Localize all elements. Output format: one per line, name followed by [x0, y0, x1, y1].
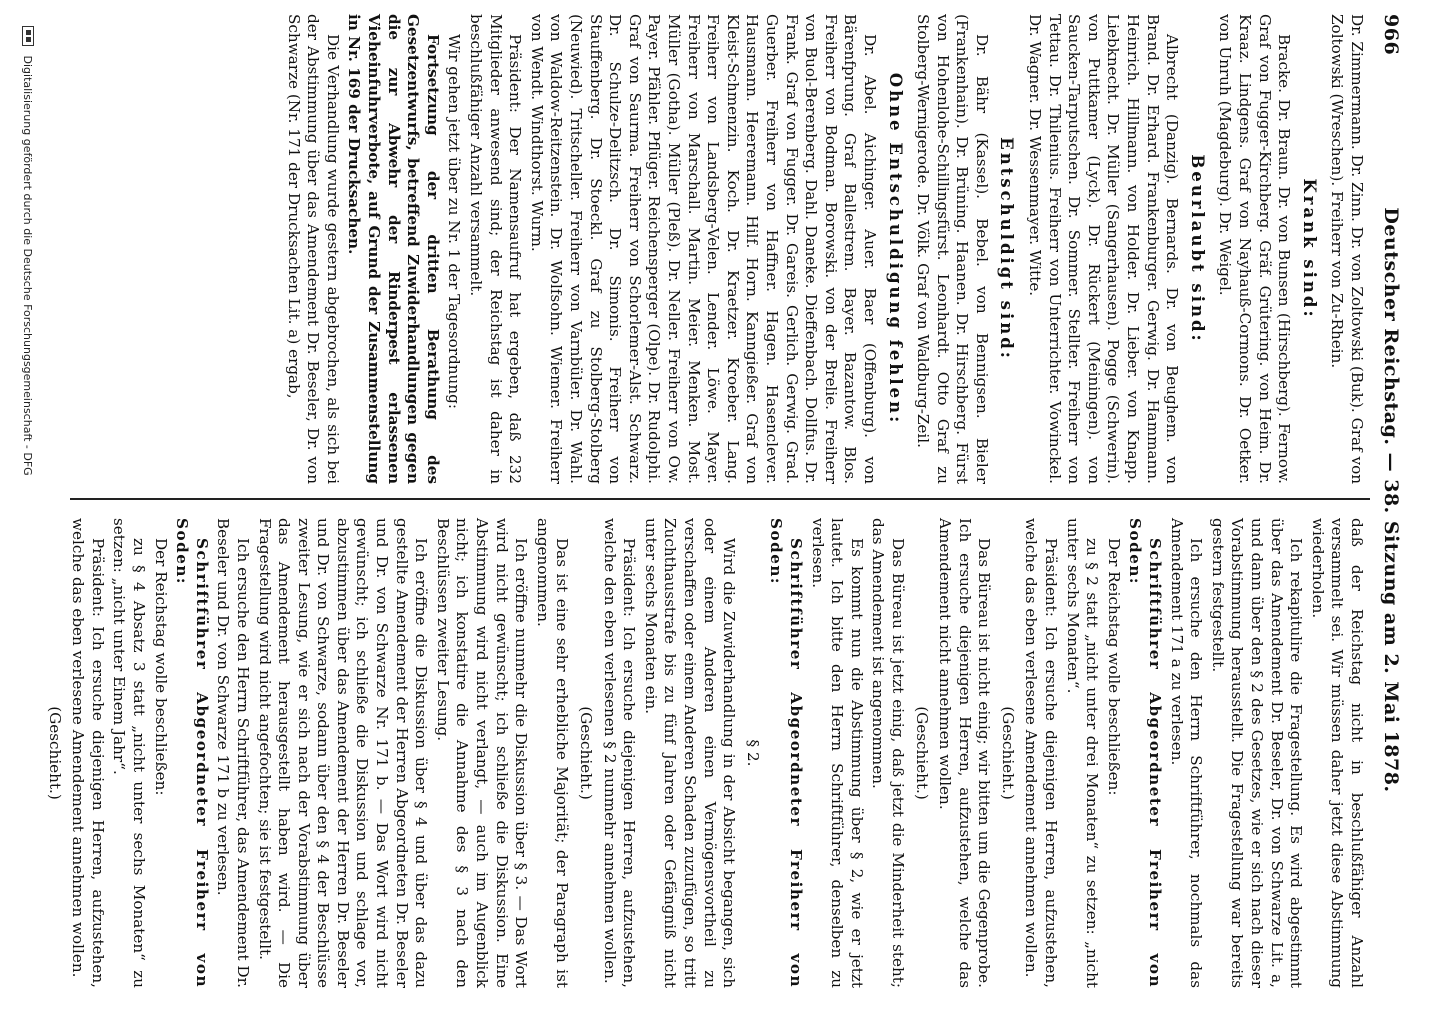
column-divider	[70, 498, 1370, 500]
schriftfuehrer-text-3: Der Reichstag wolle beschließen:	[151, 538, 170, 796]
right-p1: daß der Reichstag nicht in beschlußfähiger Anzahl versammelt sei. Wir müssen daher jetzt diese Abstimmung wiederholen.	[1308, 518, 1366, 988]
schriftfuehrer-speaker-3: Schriftführer Abgeordneter Freiherr von Soden:	[173, 518, 211, 988]
praesident-statement-4: Präsident: Ich ersuche diejenigen Herren, aufzustehen, welche das eben verlesene Amendement annehmen wollen.	[69, 518, 107, 988]
geschieht-1: (Geschieht.)	[998, 706, 1017, 800]
geschieht-4: (Geschieht.)	[45, 706, 64, 800]
dfg-logo-icon	[22, 26, 34, 46]
right-p9: Ich eröffne die Diskussion über § 4 und über das dazu gestellte Amendement der Herren Abgeordneten Dr. Beseler und Dr. von Schwarze Nr. 171 b. — Das Wort wird nicht gewünscht; ich schließe die Diskussion und schlage vor, abzustimmen über das Amendement der Herren Dr. Beseler und Dr. von Schwarze, sodann über den § 4 der Beschlüsse zweiter Lesung, wie er sich nach der Vorabstimmung über das Amendement herausgestellt haben wird. — Die Fragestellung wird nicht angefochten; sie ist festgestellt.	[255, 518, 431, 988]
schriftfuehrer-text-1: Der Reichstag wolle beschließen:	[1104, 538, 1123, 796]
geschieht-3: (Geschieht.)	[577, 706, 596, 800]
left-column	[76, 14, 1366, 484]
krank-list: Bracke. Dr. Braun. Dr. von Bunsen (Hirschberg). Fernow. Graf von Fugger-Kirchberg. Gräf. Grütering. von Heim. Dr. Kraaz. Lindgens. Graf von Nayhauß-Cormons. Dr. Oetker. von Unruh (Magdeburg). Dr. Weigel.	[1216, 14, 1294, 484]
tagesordnung-uebergang: Wir gehen jetzt über zu Nr. 1 der Tagesordnung:	[445, 34, 464, 409]
geschieht-2: (Geschieht.)	[912, 706, 931, 800]
paragraph-text: Wird die Zuwiderhandlung in der Absicht begangen, sich oder einem Anderen einen Vermögensvortheil zu verschaffen oder einem Anderen Schaden zuzufügen, so tritt Zuchthausstrafe bis zu fünf Jahren oder Gefängniß nicht unter sechs Monaten ein.	[641, 518, 739, 988]
digitization-credit: Digitalisierung gefördert durch die Deutsche Forschungsgemeinschaft - DFG	[21, 55, 34, 476]
ohne-entschuldigung-heading: Ohne Entschuldigung fehlen:	[885, 72, 905, 426]
rotated-document-page	[14, 0, 1414, 1000]
verhandlung-abgebrochen: Die Verhandlung wurde gestern abgebrochen, als sich bei der Abstimmung über das Amendement Dr. Beseler, Dr. von Schwarze (Nr. 171 der Drucksachen Lit. a) ergab,	[284, 14, 342, 484]
right-p8: Ich eröffne nunmehr die Diskussion über § 3. — Das Wort wird nicht gewünscht; ich schließe die Diskussion. Eine Abstimmung wird nicht verlangt, — auch im Augenblick nicht; ich konstatire die Annahme des § 3 nach den Beschlüssen zweiter Lesung.	[433, 518, 531, 988]
right-column	[45, 518, 1366, 988]
right-p4: Das Büreau ist nicht einig; wir bitten um die Gegenprobe. Ich ersuche diejenigen Herren, aufzustehen, welche das Amendement nicht annehmen wollen.	[936, 518, 994, 988]
right-p2: Ich rekapitulire die Fragestellung. Es wird abgestimmt über das Amendement Dr. Beseler, Dr. von Schwarze Lit. a, und dann über den § 2 des Gesetzes, wie er sich nach dieser Vorabstimmung herausstellt. Die Fragestellung war bereits gestern festgestellt.	[1208, 518, 1306, 988]
schriftfuehrer-speaker-1: Schriftführer Abgeordneter Freiherr von Soden:	[1126, 518, 1165, 988]
digitization-footer	[20, 0, 34, 1026]
right-p6: Es kommt nun die Abstimmung über § 2, wie er jetzt lautet. Ich bitte den Herrn Schriftführer, denselben zu verlesen.	[808, 518, 866, 988]
page-header	[1376, 14, 1406, 986]
right-p5: Das Büreau ist jetzt einig, daß jetzt die Minderheit steht; das Amendement ist angenommen.	[869, 518, 907, 988]
praesident-statement-2: Präsident: Ich ersuche diejenigen Herren, aufzustehen, welche das eben verlesene Amendement annehmen wollen.	[1022, 518, 1061, 988]
praesident-statement-3: Präsident: Ich ersuche diejenigen Herren, aufzustehen, welche den eben verlesenen § 2 nunmehr annehmen wollen.	[600, 518, 639, 988]
ohne-entschuldigung-list: Dr. Abel. Aichinger. Auer. Baer (Offenburg). von Bärenfprung. Graf Ballestrem. Bayer. Bazantow. Blos. Freiherr von Bodman. Borowski. von der Brelie. Freiherr von Buol-Berenberg. Dahl. Daneke. Dieffenbach. Dollfus. Dr. Frank. Graf von Fugger. Dr. Gareis. Gerlich. Gerwig. Grad. Guerber. Freiherr von Haffner. Hagen. Hasenclever. Hausmann. Heeremann. Hilf. Horn. Kanngießer. Graf von Kleist-Schmenzin. Koch. Dr. Kraetzer. Kroeber. Lang. Freiherr von Landsberg-Velen. Lender. Löwe. Mayer. Freiherr von Marschall. Martin. Meier. Menken. Most. Müller (Gotha). Müller (Pleß). Dr. Neller. Freiherr von Ow. Payer. Pfähler. Pflüger. Reichensperger (Olpe). Dr. Rudolphi. Graf von Saurma. Freiherr von Schorlemer-Alst. Schwarz. Dr. Schulze-Delitzsch. Dr. Simonis. Freiherr von Stauffenberg. Dr. Stoeckl. Graf zu Stolberg-Stolberg (Neuwied). Tritscheller. Freiherr von Varnbüler. Dr. Wahl. von Waldow-Reitzenstein. Dr. Wolfsohn. Wiemer. Freiherr von Wendt. Windthorst. Wurm.	[527, 14, 879, 484]
right-p3: Ich ersuche den Herrn Schriftführer, nochmals das Amendement 171 a zu verlesen.	[1167, 518, 1206, 988]
beurlaubt-list: Albrecht (Danzig). Bernards. Dr. von Beughem. von Brand. Dr. Erhard. Frankenburger. Gerwig. Dr. Hammann. Heinrich. Hillmann. von Holder. Dr. Lieber. von Knapp. Liebknecht. Dr. Müller (Sangerhausen). Pogge (Schwerin). von Puttkamer (Lyck). Dr. Rückert (Meiningen). von Saucken-Tarputschen. Dr. Sommer. Stellter. Freiherr von Tettau. Dr. Thilenius. Freiherr von Unterrichter. Vowinckel. Dr. Wagner. Dr. Wessenmayer. Witte.	[1026, 14, 1182, 484]
member-list-intro: Dr. Zimmermann. Dr. Zinn. Dr. von Zoltowski (Buk). Graf von Zoltowski (Wreschen). Freiherr von Zu-Rhein.	[1328, 14, 1366, 484]
paragraph-sign: § 2.	[743, 739, 762, 767]
tagesordnung-punkt: Fortsetzung der dritten Berathung des Gesetzentwurfs, betreffend Zuwiderhandlungen gegen die zur Abwehr der Rinderpest erlassenen Vieheinfuhrverbote, auf Grund der Zusammenstellung in Nr. 169 der Drucksachen.	[345, 14, 442, 484]
entschuldigt-heading: Entschuldigt sind:	[997, 137, 1017, 361]
beurlaubt-heading: Beurlaubt sind:	[1187, 154, 1207, 344]
page-number: 966	[1380, 14, 1402, 56]
schriftfuehrer-quote-1: zu § 2 statt „nicht unter drei Monaten“ zu setzen: „nicht unter sechs Monaten“.	[1063, 518, 1102, 988]
entschuldigt-list: Dr. Bähr (Kassel). Bebel. von Bennigsen. Bieler (Frankenhain). Dr. Brüning. Haanen. Dr. Hirschberg. Fürst von Hohenlohe-Schillingsfürst. Leonhardt. Otto Graf zu Stolberg-Wernigerode. Dr. Völk. Graf von Waldburg-Zeil.	[914, 14, 991, 484]
schriftfuehrer-speaker-2: Schriftführer Abgeordneter Freiherr von Soden:	[767, 518, 805, 988]
right-p10: Ich ersuche den Herrn Schriftführer, das Amendement Dr. Beseler und Dr. von Schwarze 171 b zu verlesen.	[214, 518, 252, 988]
running-title: Deutscher Reichstag. — 38. Sitzung am 2. Mai 1878.	[1380, 207, 1402, 793]
schriftfuehrer-quote-3: zu § 4 Absatz 3 statt „nicht unter sechs Monaten“ zu setzen: „nicht unter Einem Jahr“.	[110, 518, 148, 988]
right-p7: Das ist eine sehr erhebliche Majorität; der Paragraph ist angenommen.	[533, 518, 572, 988]
krank-heading: Krank sind:	[1299, 178, 1319, 320]
praesident-namensaufruf: Präsident: Der Namensaufruf hat ergeben, daß 232 Mitglieder anwesend sind; der Reichstag ist daher in beschlußfähiger Anzahl versammelt.	[467, 14, 525, 484]
